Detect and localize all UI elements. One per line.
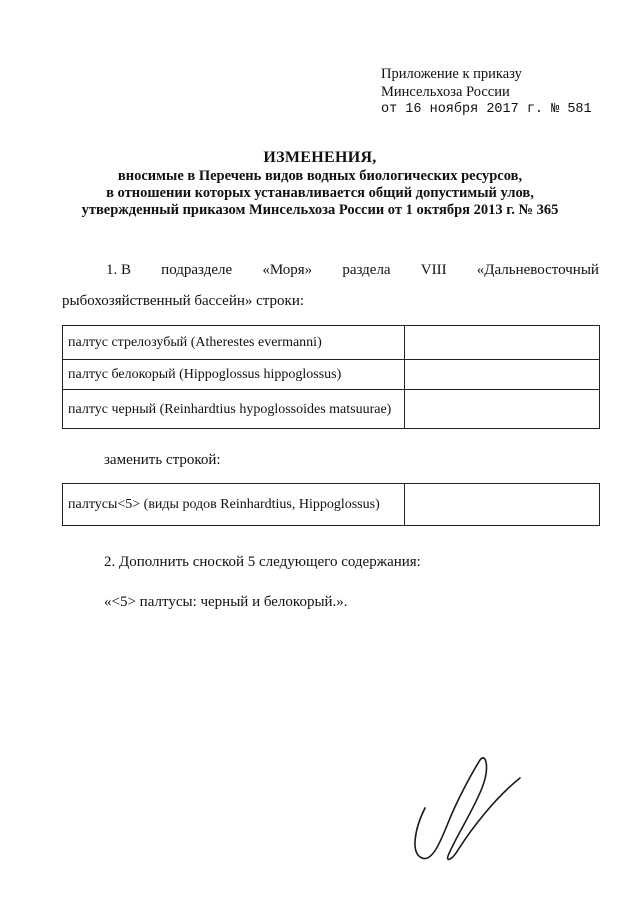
table-row	[63, 484, 600, 526]
species-cell: палтус стрелозубый (Atherestes evermanni)	[63, 326, 405, 360]
value-cell	[405, 484, 600, 526]
paragraph-1-line-1	[62, 262, 599, 282]
value-cell	[405, 390, 600, 429]
paragraph-1-word: «Дальневосточный	[476, 262, 599, 278]
value-cell	[405, 360, 600, 390]
appendix-line-3: от 16 ноября 2017 г. № 581	[381, 102, 592, 117]
paragraph-1-word: «Моря»	[262, 262, 313, 278]
heading-line-1: вносимые в Перечень видов водных биологических ресурсов,	[117, 168, 523, 184]
heading-title: ИЗМЕНЕНИЯ,	[263, 149, 377, 166]
heading-line-3: утвержденный приказом Минсельхоза России от 1 октября 2013 г. № 365	[81, 202, 559, 218]
paragraph-3: «<5> палтусы: черный и белокорый.».	[104, 594, 348, 610]
table-row	[63, 326, 600, 360]
appendix-line-1: Приложение к приказу	[381, 66, 522, 82]
appendix-line-2: Минсельхоза России	[381, 83, 510, 100]
value-cell	[405, 326, 600, 360]
heading-line-2: в отношении которых устанавливается общий допустимый улов,	[106, 185, 534, 201]
table-row	[63, 360, 600, 390]
paragraph-2: 2. Дополнить сноской 5 следующего содержания:	[104, 554, 421, 570]
appendix-block	[381, 66, 592, 119]
species-table-new	[62, 483, 600, 526]
document-heading	[0, 148, 640, 219]
paragraph-1-line-2: рыбохозяйственный бассейн» строки:	[62, 293, 305, 309]
paragraph-1-word: подразделе	[161, 262, 233, 278]
paragraph-1-word: 1. В	[106, 262, 132, 278]
species-cell: палтусы<5> (виды родов Reinhardtius, Hippoglossus)	[63, 484, 405, 526]
species-table-old	[62, 325, 600, 429]
table-row	[63, 390, 600, 429]
paragraph-1-word: раздела	[342, 262, 391, 278]
paragraph-1	[62, 262, 599, 310]
replace-text: заменить строкой:	[104, 452, 221, 468]
signature	[400, 748, 530, 868]
paragraph-1-word: VIII	[420, 262, 447, 278]
species-cell: палтус черный (Reinhardtius hypoglossoides matsuurae)	[63, 390, 405, 429]
species-cell: палтус белокорый (Hippoglossus hippoglossus)	[63, 360, 405, 390]
